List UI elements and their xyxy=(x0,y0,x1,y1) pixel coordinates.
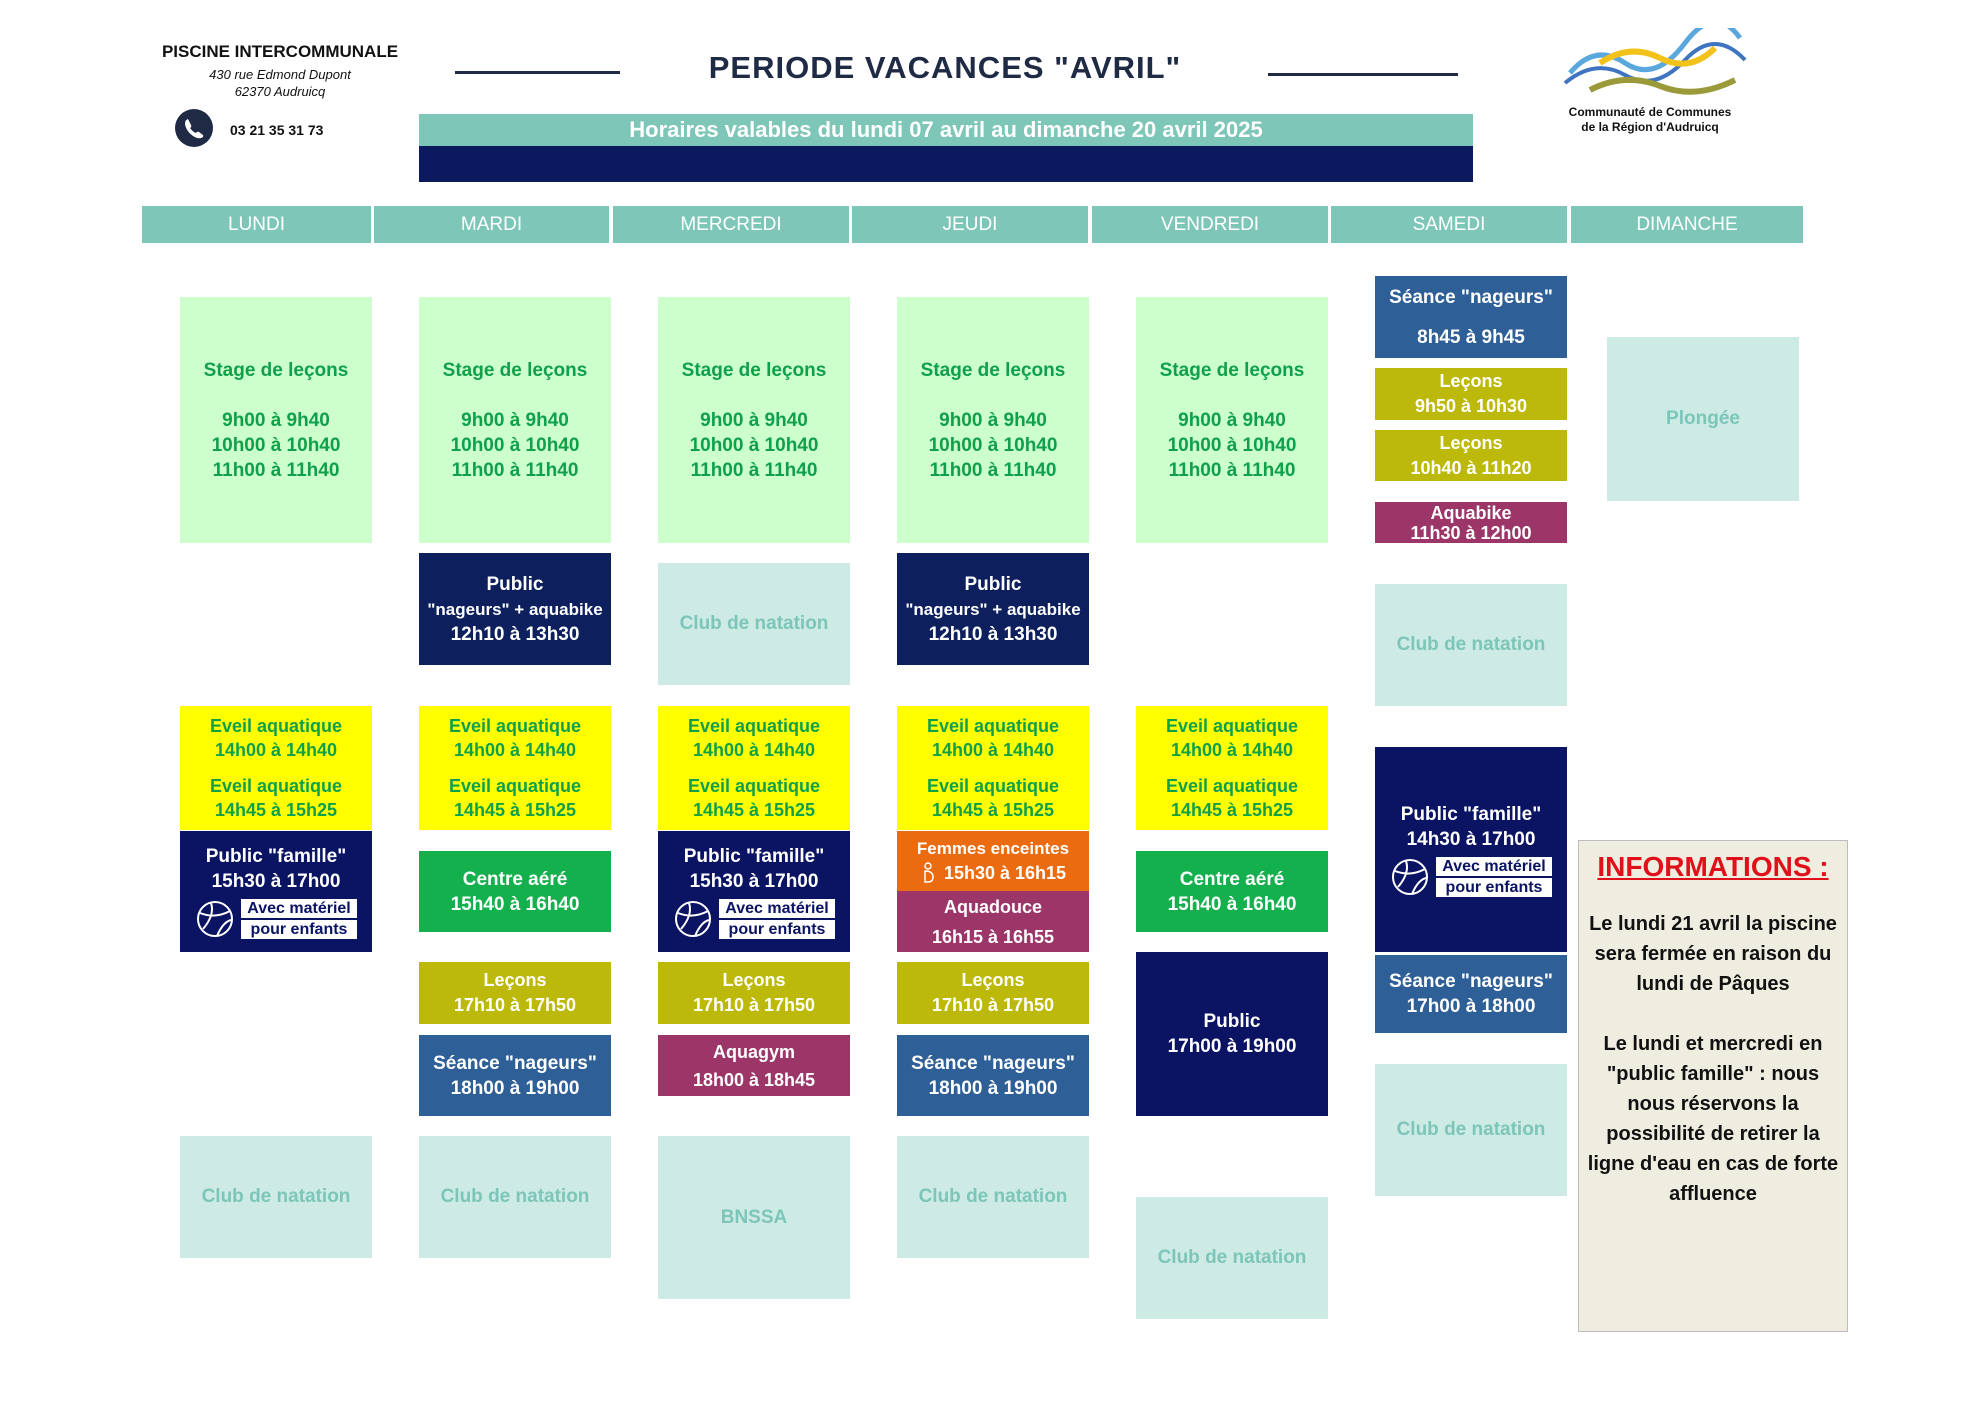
jeudi-lecons xyxy=(897,962,1089,1024)
mercredi-stage-lecons xyxy=(658,297,850,543)
eveil-time: 14h00 à 14h40 xyxy=(692,740,816,760)
mercredi-lecons xyxy=(658,962,850,1024)
aquagym-title: Aquagym xyxy=(712,1041,795,1062)
aquabike-time: 11h30 à 12h00 xyxy=(1410,522,1532,543)
eveil-title: Eveil aquatique xyxy=(926,776,1060,796)
mercredi-eveil-aquatique xyxy=(658,706,850,830)
vendredi-club-natation: Club de natation xyxy=(1136,1197,1328,1319)
eveil-title: Eveil aquatique xyxy=(209,716,343,736)
samedi-aquabike xyxy=(1375,502,1567,543)
stage-time: 10h00 à 10h40 xyxy=(689,434,819,456)
pool-address xyxy=(150,66,410,100)
seance-nageurs-time: 8h45 à 9h45 xyxy=(1417,326,1525,348)
day-header-mercredi: MERCREDI xyxy=(613,206,849,243)
ball-icon xyxy=(673,899,713,939)
vendredi-eveil-aquatique xyxy=(1136,706,1328,830)
mardi-stage-lecons xyxy=(419,297,611,543)
jeudi-femmes-enceintes xyxy=(897,831,1089,891)
phone-icon xyxy=(175,109,213,147)
day-header-mardi: MARDI xyxy=(374,206,609,243)
materiel-label xyxy=(241,898,356,940)
jeudi-public-nageurs-aquabike xyxy=(897,553,1089,665)
samedi-seance-nageurs-soir xyxy=(1375,955,1567,1033)
aquagym-time: 18h00 à 18h45 xyxy=(692,1069,816,1090)
day-header-samedi: SAMEDI xyxy=(1331,206,1567,243)
stage-title: Stage de leçons xyxy=(681,359,827,381)
nageurs-aquabike-label: "nageurs" + aquabike xyxy=(905,599,1081,619)
logo-line-2: de la Région d'Audruicq xyxy=(1581,120,1719,134)
public-time: 12h10 à 13h30 xyxy=(928,623,1058,645)
materiel-line-2: pour enfants xyxy=(241,920,356,939)
vendredi-public xyxy=(1136,952,1328,1116)
day-header-jeudi: JEUDI xyxy=(852,206,1088,243)
eveil-time: 14h00 à 14h40 xyxy=(453,740,577,760)
materiel-line-2: pour enfants xyxy=(1436,878,1551,897)
aquabike-title: Aquabike xyxy=(1430,502,1512,523)
lecons-time: 9h50 à 10h30 xyxy=(1414,396,1528,416)
samedi-lecons-2 xyxy=(1375,430,1567,481)
lecons-time: 17h10 à 17h50 xyxy=(692,995,816,1015)
informations-text-1: Le lundi 21 avril la piscine sera fermée en raison du lundi de Pâques xyxy=(1589,913,1837,995)
eveil-time: 14h00 à 14h40 xyxy=(214,740,338,760)
informations-panel xyxy=(1578,840,1848,1332)
public-famille-time: 14h30 à 17h00 xyxy=(1406,828,1536,850)
ball-icon xyxy=(1390,857,1430,897)
stage-time: 11h00 à 11h40 xyxy=(451,459,579,481)
femmes-enceintes-title: Femmes enceintes xyxy=(916,839,1070,858)
eveil-time: 14h45 à 15h25 xyxy=(931,800,1055,820)
eveil-time: 14h45 à 15h25 xyxy=(214,800,338,820)
stage-time: 11h00 à 11h40 xyxy=(690,459,818,481)
stage-time: 9h00 à 9h40 xyxy=(939,409,1047,431)
stage-title: Stage de leçons xyxy=(1159,359,1305,381)
lecons-title: Leçons xyxy=(1439,432,1503,453)
vendredi-centre-aere xyxy=(1136,851,1328,932)
seance-nageurs-time: 17h00 à 18h00 xyxy=(1406,996,1536,1017)
centre-aere-title: Centre aéré xyxy=(462,868,568,890)
title-rule-right xyxy=(1268,73,1458,76)
page-title: PERIODE VACANCES "AVRIL" xyxy=(708,50,1182,85)
stage-time: 10h00 à 10h40 xyxy=(928,434,1058,456)
mardi-public-nageurs-aquabike xyxy=(419,553,611,665)
materiel-line-1: Avec matériel xyxy=(241,899,356,918)
stage-time: 10h00 à 10h40 xyxy=(450,434,580,456)
pool-name: PISCINE INTERCOMMUNALE xyxy=(161,42,399,61)
jeudi-aquadouce xyxy=(897,891,1089,952)
seance-nageurs-title: Séance "nageurs" xyxy=(1389,286,1553,308)
aquadouce-title: Aquadouce xyxy=(943,896,1042,917)
public-famille-title: Public "famille" xyxy=(1400,803,1542,825)
dimanche-plongee: Plongée xyxy=(1607,337,1799,501)
eveil-title: Eveil aquatique xyxy=(926,716,1060,736)
centre-aere-time: 15h40 à 16h40 xyxy=(450,893,580,915)
title-rule-left xyxy=(455,71,620,74)
lecons-title: Leçons xyxy=(722,970,786,990)
samedi-lecons-1 xyxy=(1375,368,1567,420)
day-header-dimanche: DIMANCHE xyxy=(1571,206,1803,243)
public-famille-title: Public "famille" xyxy=(683,845,825,867)
public-famille-time: 15h30 à 17h00 xyxy=(689,870,819,892)
ball-icon xyxy=(195,899,235,939)
mardi-club-natation: Club de natation xyxy=(419,1136,611,1258)
jeudi-seance-nageurs xyxy=(897,1035,1089,1116)
jeudi-eveil-aquatique xyxy=(897,706,1089,830)
femmes-enceintes-time: 15h30 à 16h15 xyxy=(943,863,1067,883)
centre-aere-title: Centre aéré xyxy=(1179,868,1285,890)
eveil-time: 14h45 à 15h25 xyxy=(692,800,816,820)
stage-time: 11h00 à 11h40 xyxy=(929,459,1057,481)
stage-title: Stage de leçons xyxy=(442,359,588,381)
eveil-title: Eveil aquatique xyxy=(448,716,582,736)
seance-nageurs-title: Séance "nageurs" xyxy=(911,1052,1075,1074)
eveil-title: Eveil aquatique xyxy=(687,776,821,796)
phone-number: 03 21 35 31 73 xyxy=(230,122,324,138)
seance-nageurs-title: Séance "nageurs" xyxy=(433,1052,597,1074)
public-time: 12h10 à 13h30 xyxy=(450,623,580,645)
eveil-title: Eveil aquatique xyxy=(1165,776,1299,796)
eveil-time: 14h00 à 14h40 xyxy=(1170,740,1294,760)
nageurs-aquabike-label: "nageurs" + aquabike xyxy=(427,599,603,619)
seance-nageurs-time: 18h00 à 19h00 xyxy=(450,1077,580,1099)
centre-aere-time: 15h40 à 16h40 xyxy=(1167,893,1297,915)
samedi-seance-nageurs-matin xyxy=(1375,276,1567,358)
stage-time: 9h00 à 9h40 xyxy=(1178,409,1286,431)
mardi-lecons xyxy=(419,962,611,1024)
validity-banner: Horaires valables du lundi 07 avril au dimanche 20 avril 2025 xyxy=(419,114,1473,146)
eveil-title: Eveil aquatique xyxy=(1165,716,1299,736)
address-line-2: 62370 Audruicq xyxy=(234,84,326,99)
eveil-time: 14h45 à 15h25 xyxy=(1170,800,1294,820)
samedi-public-famille xyxy=(1375,747,1567,952)
eveil-title: Eveil aquatique xyxy=(687,716,821,736)
mardi-centre-aere xyxy=(419,851,611,932)
materiel-line-1: Avec matériel xyxy=(719,899,834,918)
public-label: Public xyxy=(964,573,1022,595)
public-label: Public xyxy=(486,573,544,595)
day-header-vendredi: VENDREDI xyxy=(1092,206,1328,243)
materiel-line-1: Avec matériel xyxy=(1436,857,1551,876)
samedi-club-natation-1: Club de natation xyxy=(1375,584,1567,706)
lecons-title: Leçons xyxy=(483,970,547,990)
mercredi-public-famille xyxy=(658,831,850,952)
jeudi-club-natation: Club de natation xyxy=(897,1136,1089,1258)
samedi-club-natation-2: Club de natation xyxy=(1375,1064,1567,1196)
lecons-time: 10h40 à 11h20 xyxy=(1410,457,1532,478)
ccra-logo xyxy=(1560,28,1750,103)
mercredi-aquagym xyxy=(658,1035,850,1096)
logo-caption xyxy=(1545,105,1755,135)
public-famille-title: Public "famille" xyxy=(205,845,347,867)
eveil-time: 14h45 à 15h25 xyxy=(453,800,577,820)
lecons-title: Leçons xyxy=(961,970,1025,990)
navy-banner xyxy=(419,146,1473,182)
aquadouce-time: 16h15 à 16h55 xyxy=(931,926,1055,947)
public-time: 17h00 à 19h00 xyxy=(1167,1036,1297,1057)
stage-title: Stage de leçons xyxy=(203,359,349,381)
lundi-stage-lecons xyxy=(180,297,372,543)
eveil-title: Eveil aquatique xyxy=(209,776,343,796)
informations-title: INFORMATIONS : xyxy=(1597,851,1829,882)
stage-time: 9h00 à 9h40 xyxy=(461,409,569,431)
lecons-time: 17h10 à 17h50 xyxy=(931,995,1055,1015)
jeudi-stage-lecons xyxy=(897,297,1089,543)
lecons-title: Leçons xyxy=(1439,371,1503,391)
lecons-time: 17h10 à 17h50 xyxy=(453,995,577,1015)
pregnant-woman-icon xyxy=(920,862,940,884)
mardi-eveil-aquatique xyxy=(419,706,611,830)
lundi-eveil-aquatique xyxy=(180,706,372,830)
stage-time: 10h00 à 10h40 xyxy=(211,434,341,456)
address-line-1: 430 rue Edmond Dupont xyxy=(209,67,351,82)
eveil-title: Eveil aquatique xyxy=(448,776,582,796)
mercredi-club-natation: Club de natation xyxy=(658,563,850,685)
lundi-public-famille xyxy=(180,831,372,952)
stage-title: Stage de leçons xyxy=(920,359,1066,381)
materiel-line-2: pour enfants xyxy=(719,920,834,939)
stage-time: 9h00 à 9h40 xyxy=(700,409,808,431)
mardi-seance-nageurs xyxy=(419,1035,611,1116)
stage-time: 10h00 à 10h40 xyxy=(1167,434,1297,456)
stage-time: 11h00 à 11h40 xyxy=(1168,459,1296,481)
public-famille-time: 15h30 à 17h00 xyxy=(211,870,341,892)
stage-time: 9h00 à 9h40 xyxy=(222,409,330,431)
materiel-label xyxy=(719,898,834,940)
public-title: Public xyxy=(1203,1011,1261,1032)
logo-line-1: Communauté de Communes xyxy=(1568,105,1732,119)
eveil-time: 14h00 à 14h40 xyxy=(931,740,1055,760)
seance-nageurs-time: 18h00 à 19h00 xyxy=(928,1077,1058,1099)
vendredi-stage-lecons xyxy=(1136,297,1328,543)
day-header-lundi: LUNDI xyxy=(142,206,371,243)
seance-nageurs-title: Séance "nageurs" xyxy=(1389,971,1553,992)
informations-text-2: Le lundi et mercredi en "public famille" : nous nous réservons la possibilité de retirer la ligne d'eau en cas de forte affluence xyxy=(1587,1033,1839,1205)
lundi-club-natation: Club de natation xyxy=(180,1136,372,1258)
mercredi-bnssa: BNSSA xyxy=(658,1136,850,1299)
materiel-label xyxy=(1436,856,1551,898)
stage-time: 11h00 à 11h40 xyxy=(212,459,340,481)
